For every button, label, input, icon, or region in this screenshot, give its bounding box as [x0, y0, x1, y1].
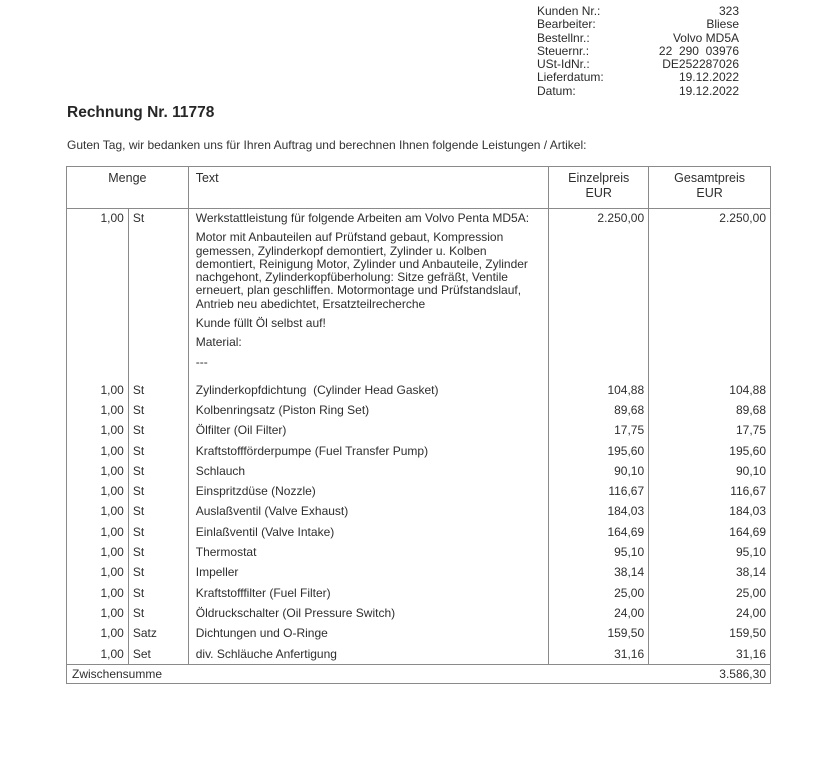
cell-unit-price: 116,67	[549, 481, 649, 501]
meta-value: 19.12.2022	[678, 70, 739, 85]
cell-total-price: 25,00	[649, 583, 771, 603]
cell-unit: St	[128, 501, 188, 521]
cell-unit: St	[128, 583, 188, 603]
cell-total-price: 95,10	[649, 542, 771, 562]
table-row	[67, 522, 771, 542]
table-row	[67, 481, 771, 501]
table-row	[67, 623, 771, 643]
meta-value: 22 290 03976	[658, 43, 739, 58]
cell-text: Dichtungen und O-Ringe	[188, 623, 549, 643]
cell-total-price: 159,50	[649, 623, 771, 643]
cell-qty: 1,00	[67, 644, 129, 665]
header-gesamtpreis	[649, 167, 771, 209]
cell-unit: Satz	[128, 623, 188, 643]
subtotal-row	[67, 664, 771, 683]
table-row	[67, 400, 771, 420]
cell-unit-price: 159,50	[549, 623, 649, 643]
cell-total-price: 104,88	[649, 380, 771, 400]
cell-total-price: 195,60	[649, 441, 771, 461]
cell-text: Auslaßventil (Valve Exhaust)	[188, 501, 549, 521]
cell-qty: 1,00	[67, 542, 129, 562]
cell-unit: St	[128, 603, 188, 623]
cell-qty: 1,00	[67, 603, 129, 623]
cell-unit: St	[128, 400, 188, 420]
table-row	[67, 461, 771, 481]
cell-total-price: 184,03	[649, 501, 771, 521]
cell-total-price: 31,16	[649, 644, 771, 665]
cell-text: Kolbenringsatz (Piston Ring Set)	[188, 400, 549, 420]
cell-unit: St	[128, 542, 188, 562]
cell-qty: 1,00	[67, 380, 129, 400]
cell-unit-price: 90,10	[549, 461, 649, 481]
cell-unit-price: 25,00	[549, 583, 649, 603]
service-title: Werkstattleistung für folgende Arbeiten am Volvo Penta MD5A:	[195, 211, 530, 225]
cell-unit: St	[128, 562, 188, 582]
cell-qty: 1,00	[67, 400, 129, 420]
subtotal-value: 3.586,30	[649, 664, 771, 683]
meta-label: Lieferdatum:	[537, 70, 604, 85]
cell-unit-price: 31,16	[549, 644, 649, 665]
invoice-title: Rechnung Nr. 11778	[67, 104, 215, 121]
invoice-meta-block	[537, 5, 739, 98]
cell-total-price: 2.250,00	[649, 209, 771, 380]
meta-vat-id	[537, 58, 739, 71]
header-einzelpreis	[549, 167, 649, 209]
meta-label: Datum:	[537, 83, 576, 98]
cell-unit: St	[128, 522, 188, 542]
meta-value: DE252287026	[662, 57, 739, 72]
table-row-main-service	[67, 209, 771, 380]
invoice-table	[66, 166, 771, 684]
cell-total-price: 17,75	[649, 420, 771, 440]
cell-unit: St	[128, 380, 188, 400]
table-row	[67, 380, 771, 400]
cell-text: Kraftstoffförderpumpe (Fuel Transfer Pump)	[188, 441, 549, 461]
meta-tax-number	[537, 45, 739, 58]
header-text: Text	[188, 167, 549, 209]
meta-value: Bliese	[706, 17, 739, 32]
header-einzelpreis-currency: EUR	[585, 186, 612, 200]
meta-value: 19.12.2022	[678, 83, 739, 98]
table-row	[67, 603, 771, 623]
cell-qty: 1,00	[67, 209, 129, 380]
material-separator: ---	[195, 354, 208, 369]
cell-text	[188, 209, 549, 380]
cell-unit-price: 17,75	[549, 420, 649, 440]
cell-total-price: 24,00	[649, 603, 771, 623]
meta-label: Bestellnr.:	[537, 30, 590, 45]
cell-text: Impeller	[188, 562, 549, 582]
cell-qty: 1,00	[67, 623, 129, 643]
cell-text: Ölfilter (Oil Filter)	[188, 420, 549, 440]
service-note: Kunde füllt Öl selbst auf!	[195, 316, 326, 331]
meta-order-number	[537, 32, 739, 45]
meta-label: Steuernr.:	[537, 43, 590, 58]
cell-text: Schlauch	[188, 461, 549, 481]
cell-unit-price: 2.250,00	[549, 209, 649, 380]
cell-text: Öldruckschalter (Oil Pressure Switch)	[188, 603, 549, 623]
table-header-row	[67, 167, 771, 209]
cell-unit: St	[128, 209, 188, 380]
cell-qty: 1,00	[67, 562, 129, 582]
cell-text: div. Schläuche Anfertigung	[188, 644, 549, 665]
cell-qty: 1,00	[67, 420, 129, 440]
subtotal-label: Zwischensumme	[67, 664, 649, 683]
cell-unit-price: 104,88	[549, 380, 649, 400]
cell-total-price: 89,68	[649, 400, 771, 420]
cell-unit-price: 195,60	[549, 441, 649, 461]
cell-unit: Set	[128, 644, 188, 665]
header-menge: Menge	[67, 167, 189, 209]
cell-text: Einspritzdüse (Nozzle)	[188, 481, 549, 501]
header-gesamtpreis-label: Gesamtpreis	[674, 171, 745, 185]
table-row	[67, 542, 771, 562]
table-row	[67, 644, 771, 665]
meta-label: Bearbeiter:	[537, 17, 596, 32]
cell-qty: 1,00	[67, 501, 129, 521]
table-row	[67, 583, 771, 603]
cell-unit: St	[128, 481, 188, 501]
cell-unit-price: 95,10	[549, 542, 649, 562]
meta-clerk	[537, 18, 739, 31]
cell-qty: 1,00	[67, 461, 129, 481]
cell-text: Kraftstofffilter (Fuel Filter)	[188, 583, 549, 603]
table-row	[67, 420, 771, 440]
cell-unit: St	[128, 461, 188, 481]
material-label: Material:	[195, 335, 242, 350]
service-description: Motor mit Anbauteilen auf Prüfstand gebaut, Kompression gemessen, Zylinderkopf demontiert, Zylinder u. Kolben demontiert, Reinigung Motor, Zylinder und Anbauteile, Zylinder nachgehont, Zylinderkopfüberholung: Sitze gefräßt, Ventile erneuert, plan geschliffen. Motormontage und Prüfstandslauf, Antrieb neu abedichtet, Ersatzteilrecherche	[195, 230, 528, 311]
cell-qty: 1,00	[67, 441, 129, 461]
invoice-intro: Guten Tag, wir bedanken uns für Ihren Auftrag und berechnen Ihnen folgende Leistungen / Artikel:	[67, 138, 587, 152]
table-row	[67, 562, 771, 582]
cell-unit-price: 38,14	[549, 562, 649, 582]
cell-total-price: 38,14	[649, 562, 771, 582]
cell-unit-price: 164,69	[549, 522, 649, 542]
cell-qty: 1,00	[67, 481, 129, 501]
cell-qty: 1,00	[67, 583, 129, 603]
meta-date	[537, 85, 739, 98]
cell-text: Thermostat	[188, 542, 549, 562]
cell-total-price: 116,67	[649, 481, 771, 501]
meta-delivery-date	[537, 71, 739, 84]
meta-label: USt-IdNr.:	[537, 57, 590, 72]
meta-value: 323	[718, 4, 739, 18]
table-row	[67, 501, 771, 521]
cell-unit-price: 184,03	[549, 501, 649, 521]
table-row	[67, 441, 771, 461]
meta-customer-number	[537, 5, 739, 18]
cell-unit-price: 24,00	[549, 603, 649, 623]
cell-qty: 1,00	[67, 522, 129, 542]
meta-value: Volvo MD5A	[672, 30, 739, 45]
cell-unit: St	[128, 441, 188, 461]
cell-unit: St	[128, 420, 188, 440]
header-gesamtpreis-currency: EUR	[696, 186, 723, 200]
cell-unit-price: 89,68	[549, 400, 649, 420]
header-einzelpreis-label: Einzelpreis	[568, 171, 630, 185]
cell-total-price: 164,69	[649, 522, 771, 542]
cell-text: Zylinderkopfdichtung (Cylinder Head Gasket)	[188, 380, 549, 400]
cell-text: Einlaßventil (Valve Intake)	[188, 522, 549, 542]
meta-label: Kunden Nr.:	[537, 4, 601, 18]
cell-total-price: 90,10	[649, 461, 771, 481]
